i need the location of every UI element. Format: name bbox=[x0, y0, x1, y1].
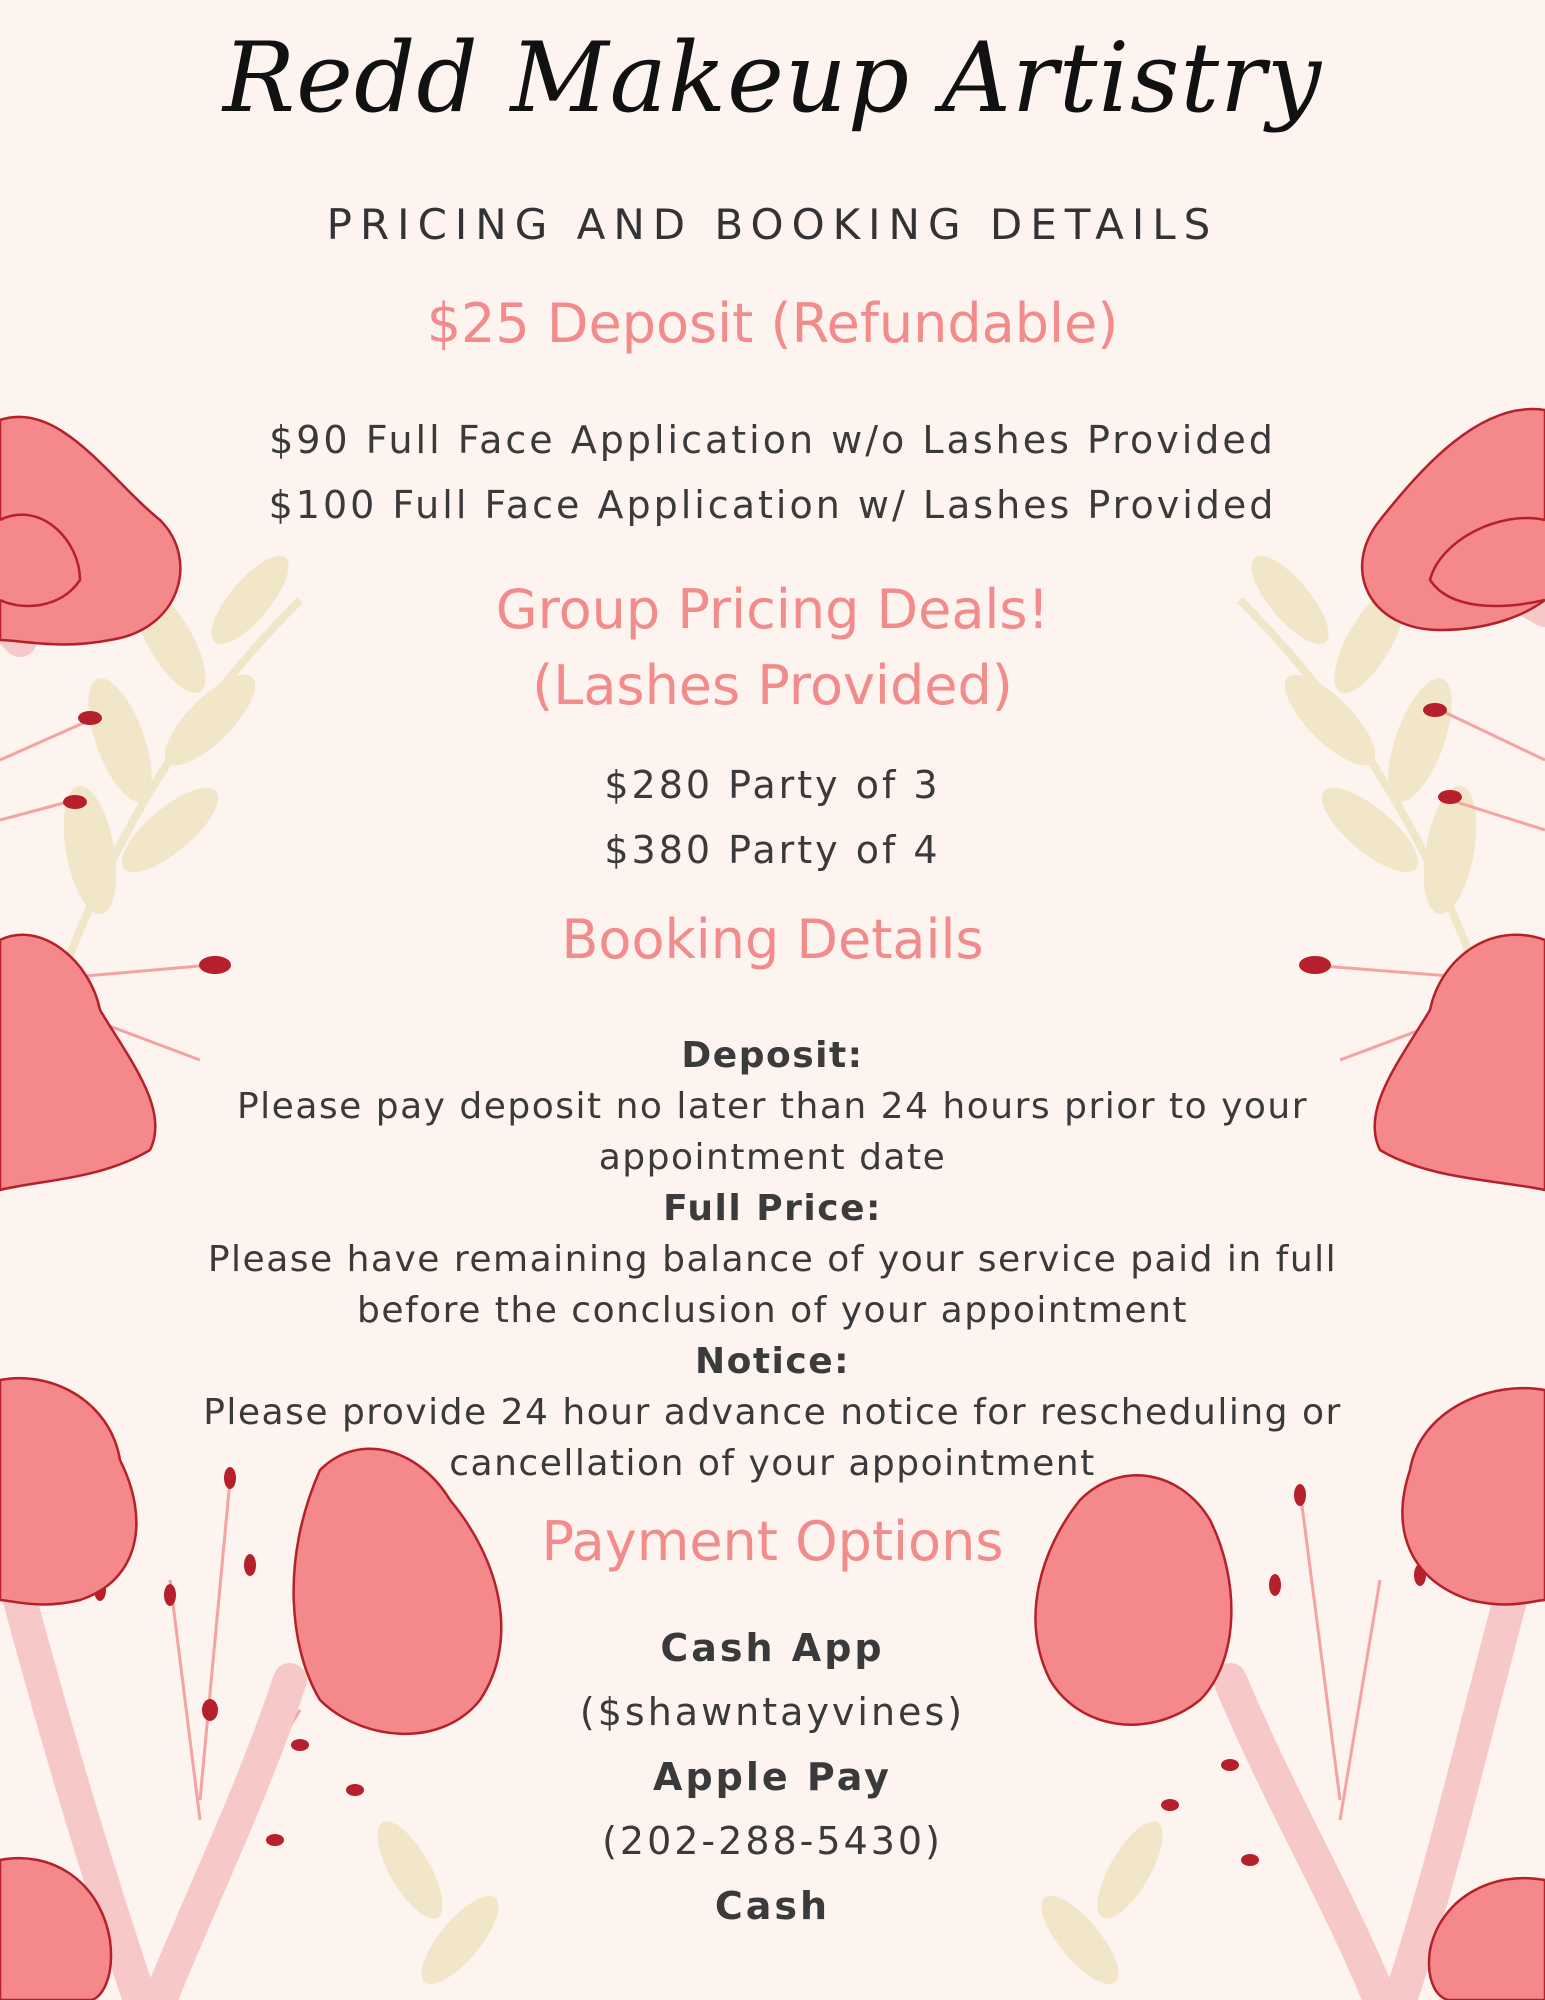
applepay-label: Apple Pay bbox=[653, 1755, 892, 1799]
page-title: Redd Makeup Artistry bbox=[222, 22, 1323, 134]
booking-text: Please have remaining balance of your service paid in full before the conclusion of your appointment bbox=[207, 1239, 1338, 1331]
price-item: $90 Full Face Application w/o Lashes Provided bbox=[269, 418, 1276, 462]
group-price-item: $280 Party of 3 bbox=[604, 763, 941, 807]
booking-text: Please provide 24 hour advance notice for rescheduling or cancellation of your appointment bbox=[203, 1392, 1342, 1484]
price-item: $100 Full Face Application w/ Lashes Provided bbox=[268, 483, 1277, 527]
group-heading-line: Group Pricing Deals! bbox=[495, 578, 1050, 641]
booking-details bbox=[170, 1030, 1375, 1489]
page-subtitle: PRICING AND BOOKING DETAILS bbox=[326, 200, 1219, 249]
booking-label: Deposit: bbox=[681, 1035, 864, 1076]
cash-label: Cash bbox=[714, 1884, 831, 1928]
deposit-heading: $25 Deposit (Refundable) bbox=[426, 292, 1119, 355]
booking-text: Please pay deposit no later than 24 hours prior to your appointment date bbox=[236, 1086, 1309, 1178]
group-pricing-heading bbox=[0, 572, 1545, 724]
booking-heading: Booking Details bbox=[561, 908, 984, 971]
booking-label: Notice: bbox=[694, 1341, 851, 1382]
group-heading-line: (Lashes Provided) bbox=[532, 654, 1013, 717]
booking-label: Full Price: bbox=[663, 1188, 882, 1229]
group-price-item: $380 Party of 4 bbox=[604, 828, 941, 872]
applepay-number: (202-288-5430) bbox=[602, 1819, 943, 1863]
payment-heading: Payment Options bbox=[541, 1510, 1004, 1573]
cashapp-label: Cash App bbox=[660, 1626, 885, 1670]
cashapp-handle: ($shawntayvines) bbox=[579, 1690, 966, 1734]
